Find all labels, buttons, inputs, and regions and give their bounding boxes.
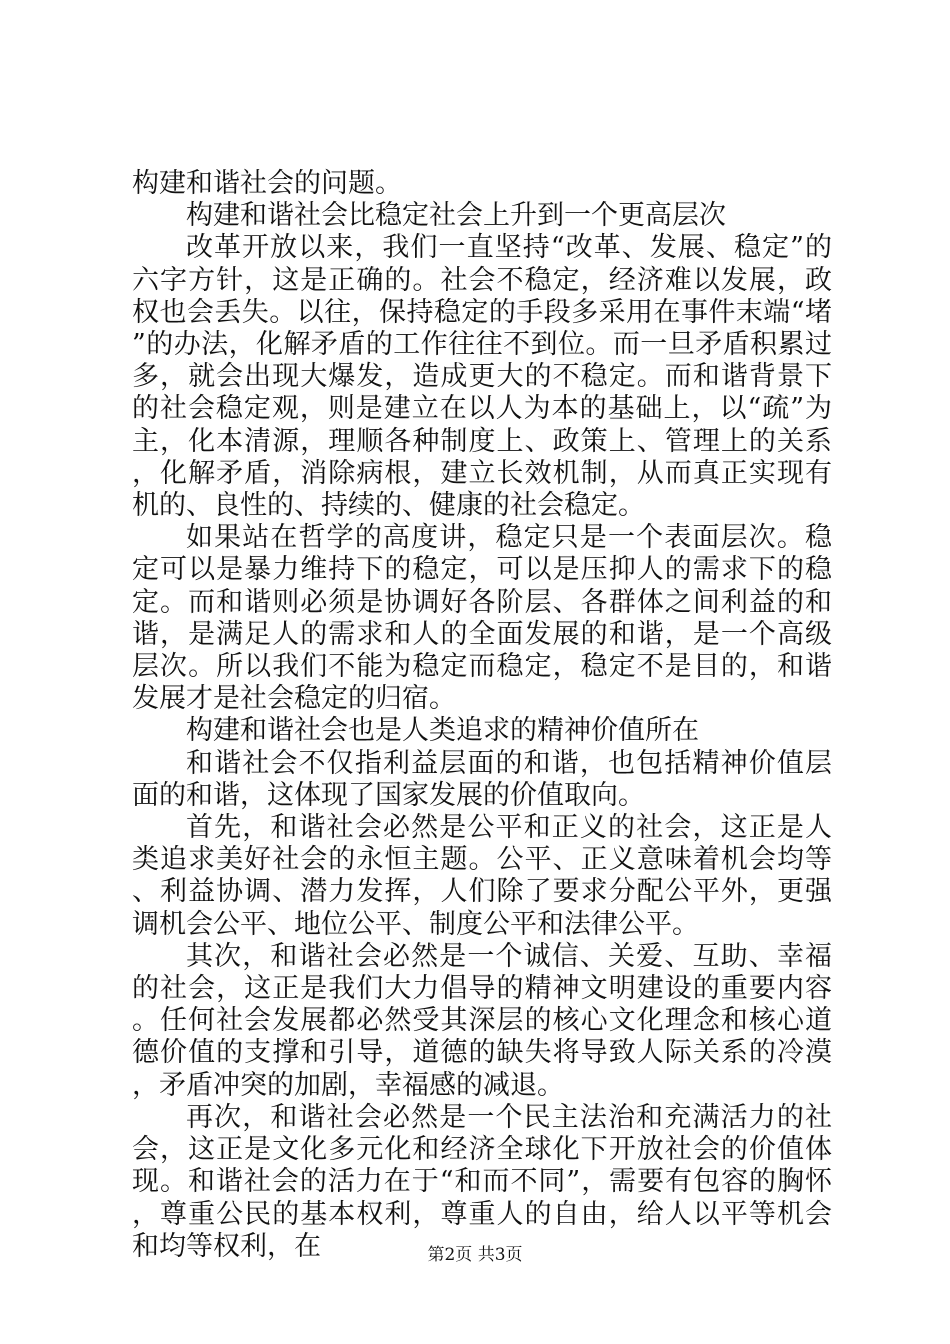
- document-body: [132, 168, 832, 1263]
- paragraph-6: 其次，和谐社会必然是一个诚信、关爱、互助、幸福的社会，这正是我们大力倡导的精神文明建设的重要内容。任何社会发展都必然受其深层的核心文化理念和核心道德价值的支撑和引导，道德的缺失将导致人际关系的冷漠，矛盾冲突的加剧，幸福感的减退。: [132, 940, 832, 1101]
- paragraph-7: 再次，和谐社会必然是一个民主法治和充满活力的社会，这正是文化多元化和经济全球化下开放社会的价值体现。和谐社会的活力在于“和而不同”，需要有包容的胸怀，尊重公民的基本权利，尊重人的自由，给人以平等机会和均等权利，在: [132, 1101, 832, 1262]
- section-heading-1: 构建和谐社会比稳定社会上升到一个更高层次: [186, 200, 726, 232]
- paragraph-5: 首先，和谐社会必然是公平和正义的社会，这正是人类追求美好社会的永恒主题。公平、正义意味着机会均等、利益协调、潜力发挥，人们除了要求分配公平外，更强调机会公平、地位公平、制度公平和法律公平。: [132, 812, 832, 940]
- page-footer: 第2页 共3页: [427, 1245, 523, 1265]
- paragraph-3: 如果站在哲学的高度讲，稳定只是一个表面层次。稳定可以是暴力维持下的稳定，可以是压抑人的需求下的稳定。而和谐则必须是协调好各阶层、各群体之间利益的和谐，是满足人的需求和人的全面发展的和谐，是一个高级层次。所以我们不能为稳定而稳定，稳定不是目的，和谐发展才是社会稳定的归宿。: [132, 522, 832, 715]
- paragraph-2: 改革开放以来，我们一直坚持“改革、发展、稳定”的六字方针，这是正确的。社会不稳定，经济难以发展，政权也会丢失。以往，保持稳定的手段多采用在事件末端“堵”的办法，化解矛盾的工作往往不到位。而一旦矛盾积累过多，就会出现大爆发，造成更大的不稳定。而和谐背景下的社会稳定观，则是建立在以人为本的基础上，以“疏”为主，化本清源，理顺各种制度上、政策上、管理上的关系，化解矛盾，消除病根，建立长效机制，从而真正实现有机的、良性的、持续的、健康的社会稳定。: [132, 232, 832, 522]
- paragraph-1: 构建和谐社会的问题。: [132, 168, 402, 199]
- paragraph-4: 和谐社会不仅指利益层面的和谐，也包括精神价值层面的和谐，这体现了国家发展的价值取向。: [132, 747, 832, 811]
- section-heading-2: 构建和谐社会也是人类追求的精神价值所在: [186, 715, 699, 747]
